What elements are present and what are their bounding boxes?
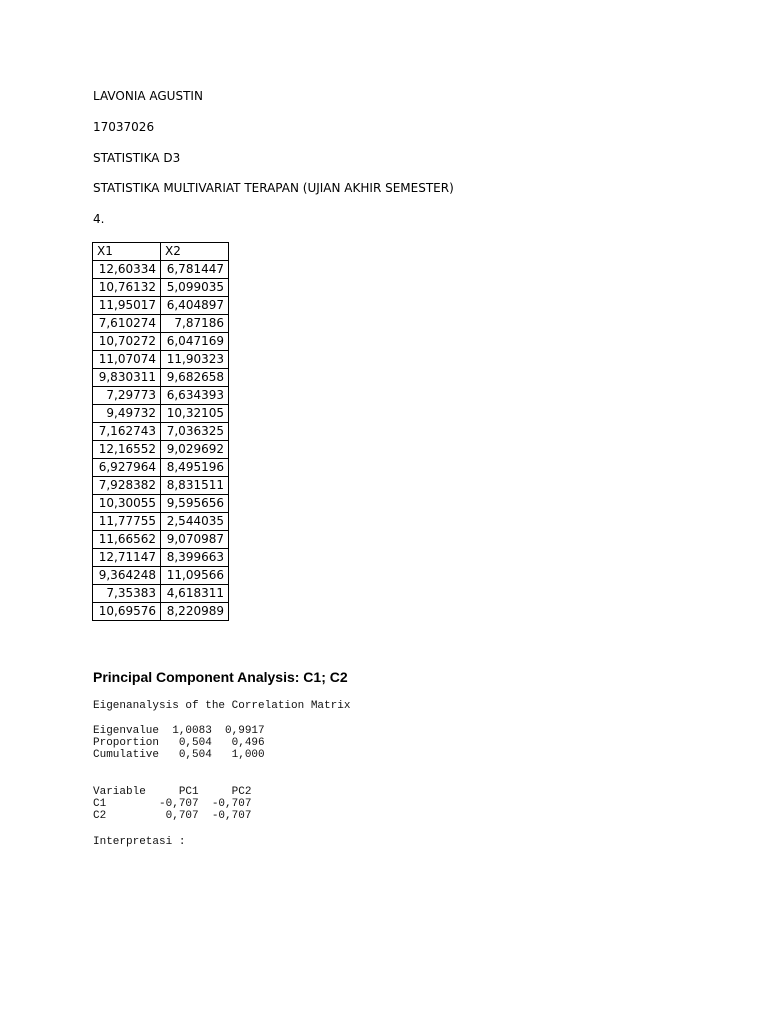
eigen-line-eigenvalue: Eigenvalue 1,0083 0,9917 bbox=[93, 725, 265, 737]
table-row bbox=[93, 261, 229, 279]
cell-x1: 12,60334 bbox=[93, 261, 161, 279]
table-body bbox=[93, 261, 229, 621]
eigen-line-cumulative: Cumulative 0,504 1,000 bbox=[93, 749, 265, 761]
table-row bbox=[93, 603, 229, 621]
table-row bbox=[93, 567, 229, 585]
variable-line-c1: C1 -0,707 -0,707 bbox=[93, 798, 252, 810]
column-header-x1: X1 bbox=[93, 243, 161, 261]
column-header-x2: X2 bbox=[161, 243, 229, 261]
student-name: LAVONIA AGUSTIN bbox=[93, 89, 203, 103]
cell-x1: 10,69576 bbox=[93, 603, 161, 621]
cell-x2: 9,595656 bbox=[161, 495, 229, 513]
cell-x2: 11,09566 bbox=[161, 567, 229, 585]
variable-line-c2: C2 0,707 -0,707 bbox=[93, 810, 252, 822]
cell-x2: 11,90323 bbox=[161, 351, 229, 369]
cell-x1: 6,927964 bbox=[93, 459, 161, 477]
variable-header-line: Variable PC1 PC2 bbox=[93, 786, 252, 798]
cell-x1: 10,76132 bbox=[93, 279, 161, 297]
study-program: STATISTIKA D3 bbox=[93, 151, 181, 165]
cell-x2: 6,781447 bbox=[161, 261, 229, 279]
cell-x2: 7,87186 bbox=[161, 315, 229, 333]
pca-title: Principal Component Analysis: C1; C2 bbox=[93, 669, 348, 685]
course-title: STATISTIKA MULTIVARIAT TERAPAN (UJIAN AKHIR SEMESTER) bbox=[93, 181, 454, 195]
cell-x1: 7,162743 bbox=[93, 423, 161, 441]
table-row bbox=[93, 585, 229, 603]
cell-x1: 7,35383 bbox=[93, 585, 161, 603]
cell-x1: 9,49732 bbox=[93, 405, 161, 423]
cell-x2: 2,544035 bbox=[161, 513, 229, 531]
cell-x1: 7,928382 bbox=[93, 477, 161, 495]
table-row bbox=[93, 405, 229, 423]
cell-x2: 10,32105 bbox=[161, 405, 229, 423]
table-row bbox=[93, 351, 229, 369]
table-row bbox=[93, 423, 229, 441]
table-header-row bbox=[93, 243, 229, 261]
table-row bbox=[93, 279, 229, 297]
table-row bbox=[93, 477, 229, 495]
table-row bbox=[93, 315, 229, 333]
cell-x1: 10,70272 bbox=[93, 333, 161, 351]
table-row bbox=[93, 513, 229, 531]
cell-x2: 4,618311 bbox=[161, 585, 229, 603]
table-row bbox=[93, 549, 229, 567]
cell-x1: 11,07074 bbox=[93, 351, 161, 369]
cell-x2: 6,047169 bbox=[161, 333, 229, 351]
student-id: 17037026 bbox=[93, 120, 155, 134]
cell-x2: 6,634393 bbox=[161, 387, 229, 405]
table-row bbox=[93, 297, 229, 315]
table-row bbox=[93, 441, 229, 459]
table-row bbox=[93, 459, 229, 477]
cell-x2: 8,495196 bbox=[161, 459, 229, 477]
cell-x1: 7,29773 bbox=[93, 387, 161, 405]
cell-x1: 11,77755 bbox=[93, 513, 161, 531]
cell-x2: 8,220989 bbox=[161, 603, 229, 621]
table-row bbox=[93, 495, 229, 513]
cell-x2: 8,831511 bbox=[161, 477, 229, 495]
question-number: 4. bbox=[93, 212, 105, 226]
cell-x2: 8,399663 bbox=[161, 549, 229, 567]
cell-x1: 11,95017 bbox=[93, 297, 161, 315]
cell-x1: 10,30055 bbox=[93, 495, 161, 513]
cell-x2: 9,070987 bbox=[161, 531, 229, 549]
cell-x1: 11,66562 bbox=[93, 531, 161, 549]
pca-subtitle: Eigenanalysis of the Correlation Matrix bbox=[93, 700, 351, 712]
cell-x1: 9,364248 bbox=[93, 567, 161, 585]
table-row bbox=[93, 333, 229, 351]
table-row bbox=[93, 531, 229, 549]
table-row bbox=[93, 369, 229, 387]
table-row bbox=[93, 387, 229, 405]
cell-x1: 7,610274 bbox=[93, 315, 161, 333]
cell-x1: 12,16552 bbox=[93, 441, 161, 459]
data-table bbox=[92, 242, 229, 621]
cell-x2: 5,099035 bbox=[161, 279, 229, 297]
interpretation-label: Interpretasi : bbox=[93, 836, 186, 848]
cell-x1: 12,71147 bbox=[93, 549, 161, 567]
cell-x2: 9,029692 bbox=[161, 441, 229, 459]
cell-x2: 6,404897 bbox=[161, 297, 229, 315]
cell-x1: 9,830311 bbox=[93, 369, 161, 387]
cell-x2: 9,682658 bbox=[161, 369, 229, 387]
eigen-line-proportion: Proportion 0,504 0,496 bbox=[93, 737, 265, 749]
cell-x2: 7,036325 bbox=[161, 423, 229, 441]
